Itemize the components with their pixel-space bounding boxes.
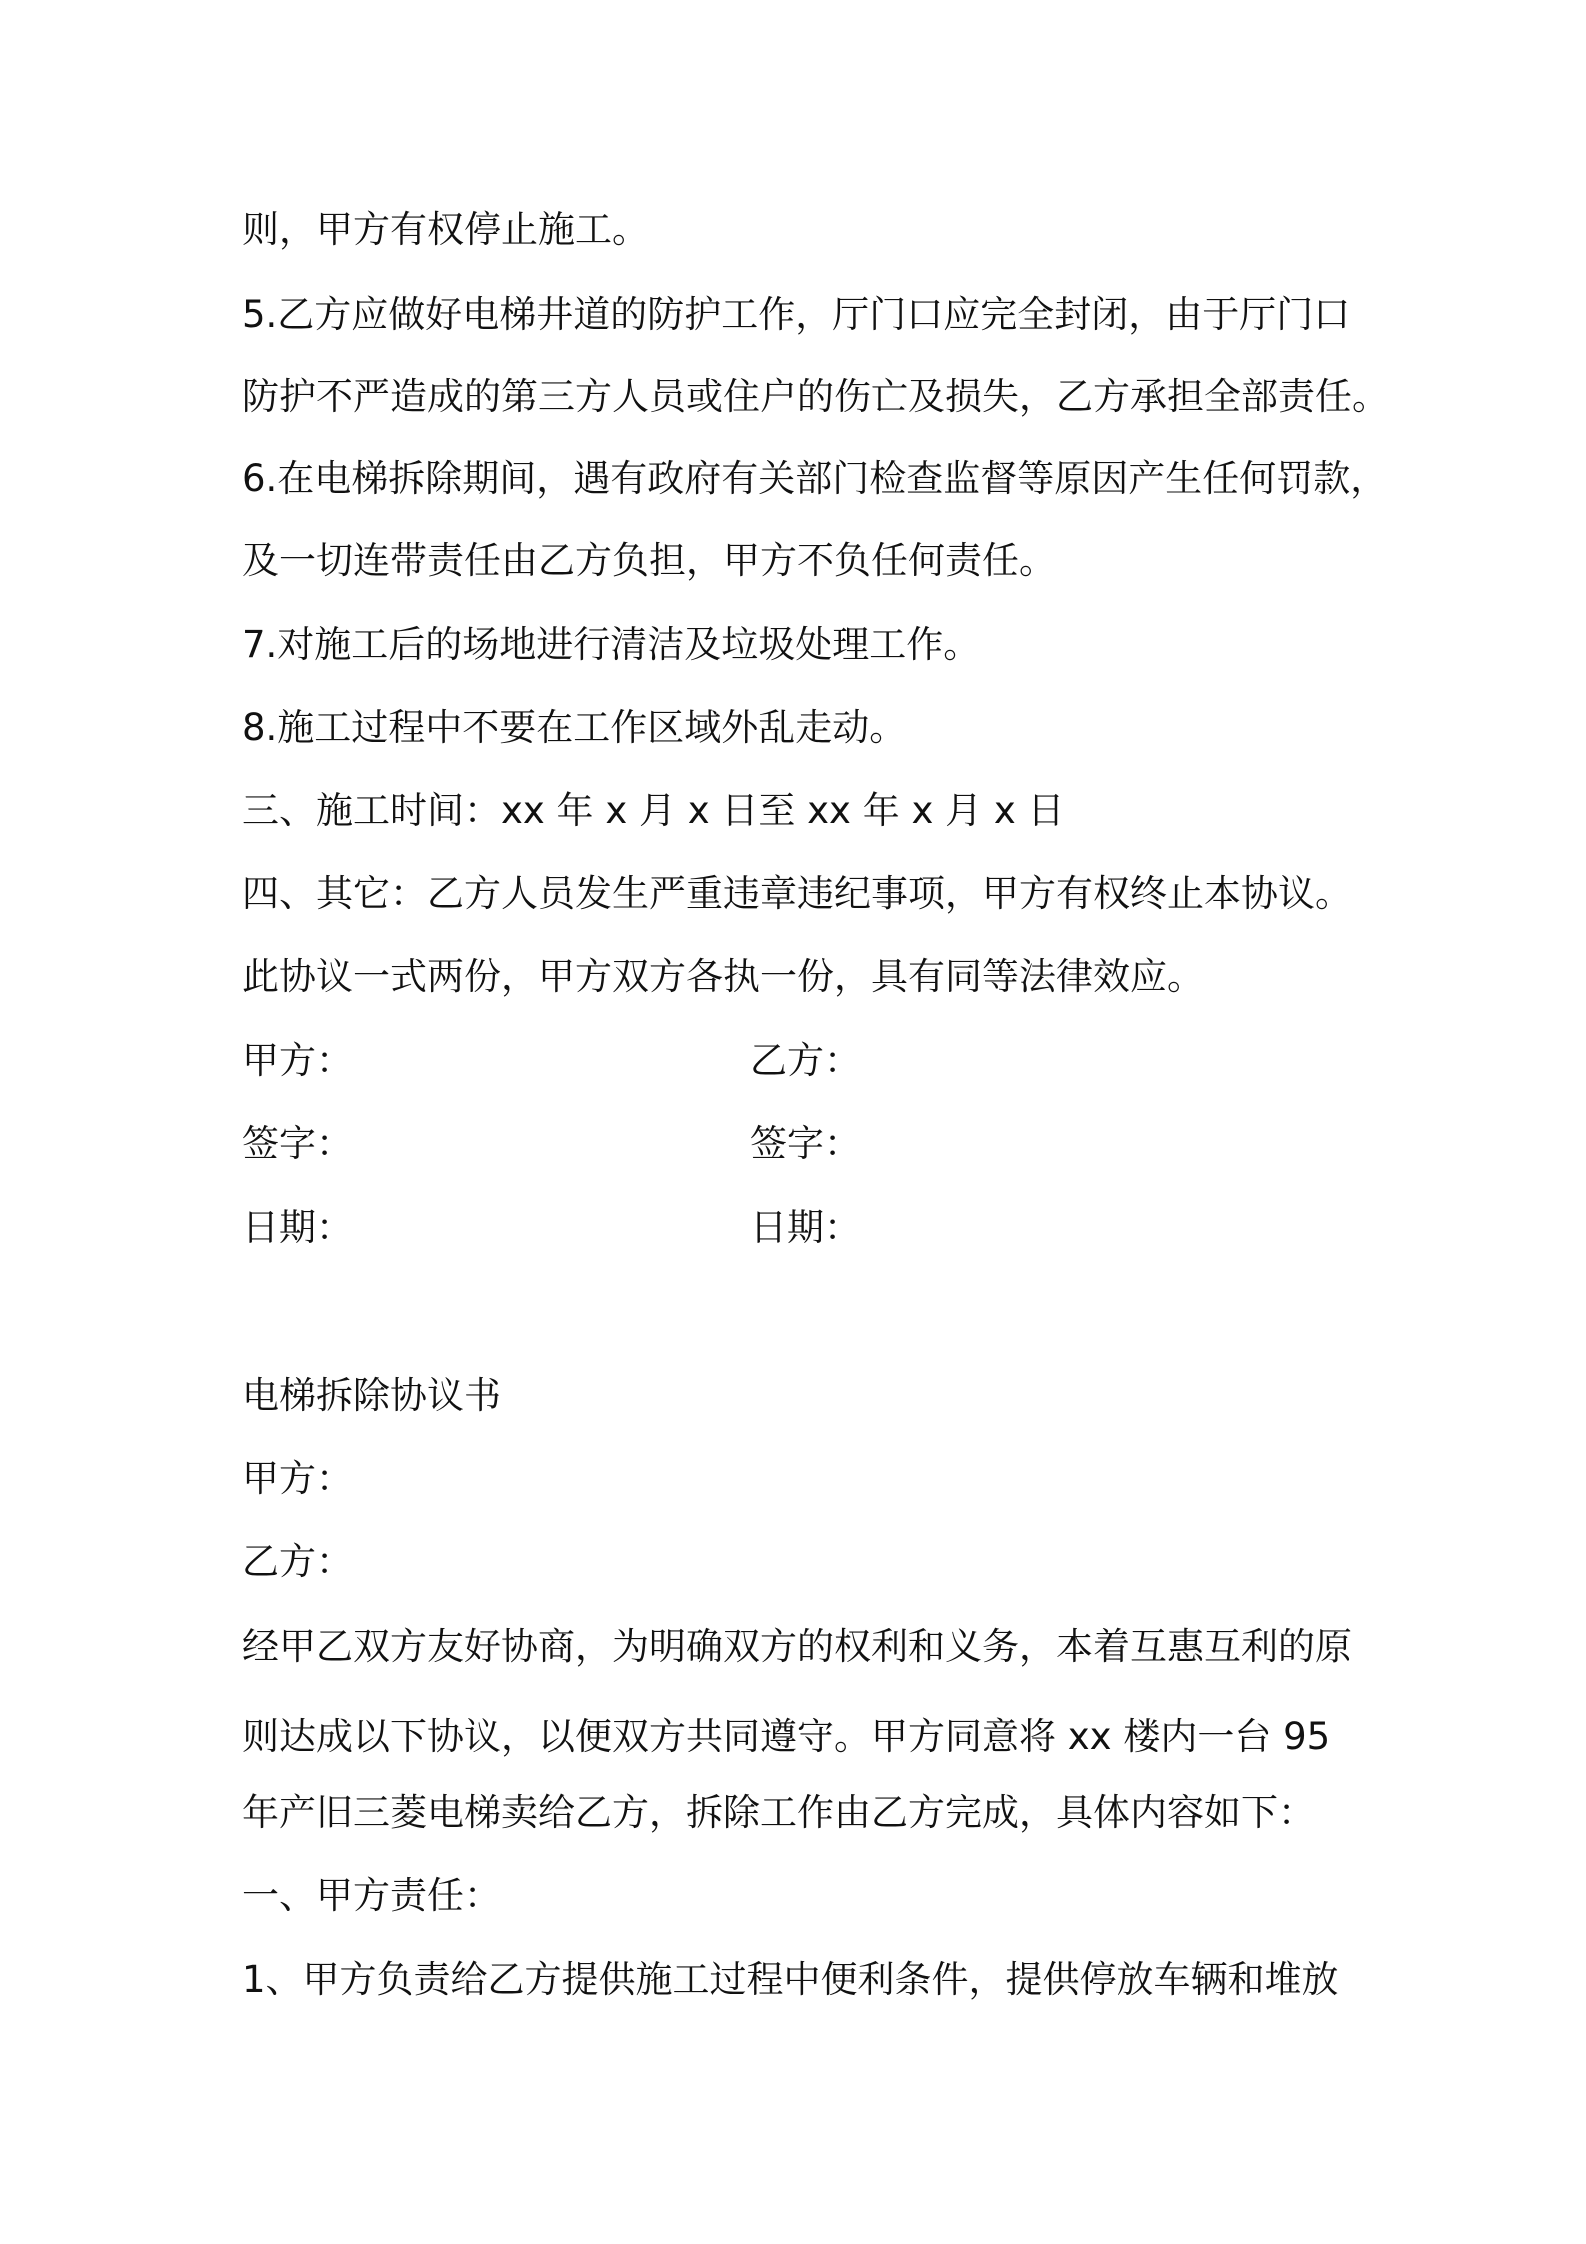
- party-b-label: 乙方：: [750, 1039, 861, 1082]
- party-b-signature-label: 签字：: [750, 1122, 861, 1165]
- copies-statement-line: 此协议一式两份，甲方双方各执一份，具有同等法律效应。: [242, 955, 1204, 998]
- clause-line: 及一切连带责任由乙方负担，甲方不负任何责任。: [242, 539, 1056, 582]
- other-terms-line: 四、其它：乙方人员发生严重违章违纪事项，甲方有权终止本协议。: [242, 872, 1352, 915]
- clause-line: 防护不严造成的第三方人员或住户的伤亡及损失，乙方承担全部责任。: [242, 375, 1389, 418]
- clause-line: 则，甲方有权停止施工。: [242, 208, 649, 251]
- party-a-line: 甲方：: [242, 1457, 353, 1500]
- section-heading: 一、甲方责任：: [242, 1874, 501, 1917]
- agreement-title: 电梯拆除协议书: [242, 1374, 501, 1417]
- clause-line: 7.对施工后的场地进行清洁及垃圾处理工作。: [242, 623, 981, 666]
- party-a-label: 甲方：: [242, 1039, 353, 1082]
- construction-time-line: 三、施工时间：xx 年 x 月 x 日至 xx 年 x 月 x 日: [242, 789, 1065, 832]
- party-b-date-label: 日期：: [750, 1206, 861, 1249]
- preamble-line: 则达成以下协议，以便双方共同遵守。甲方同意将 xx 楼内一台 95: [242, 1715, 1331, 1758]
- clause-line: 6.在电梯拆除期间，遇有政府有关部门检查监督等原因产生任何罚款，: [242, 457, 1388, 500]
- party-b-line: 乙方：: [242, 1540, 353, 1583]
- preamble-line: 年产旧三菱电梯卖给乙方，拆除工作由乙方完成，具体内容如下：: [242, 1791, 1315, 1834]
- clause-line: 8.施工过程中不要在工作区域外乱走动。: [242, 706, 907, 749]
- clause-line: 5.乙方应做好电梯井道的防护工作，厅门口应完全封闭，由于厅门口: [242, 293, 1351, 336]
- preamble-line: 经甲乙双方友好协商，为明确双方的权利和义务，本着互惠互利的原: [242, 1625, 1352, 1668]
- clause-line: 1、甲方负责给乙方提供施工过程中便利条件，提供停放车辆和堆放: [242, 1958, 1339, 2001]
- party-a-signature-label: 签字：: [242, 1122, 353, 1165]
- party-a-date-label: 日期：: [242, 1206, 353, 1249]
